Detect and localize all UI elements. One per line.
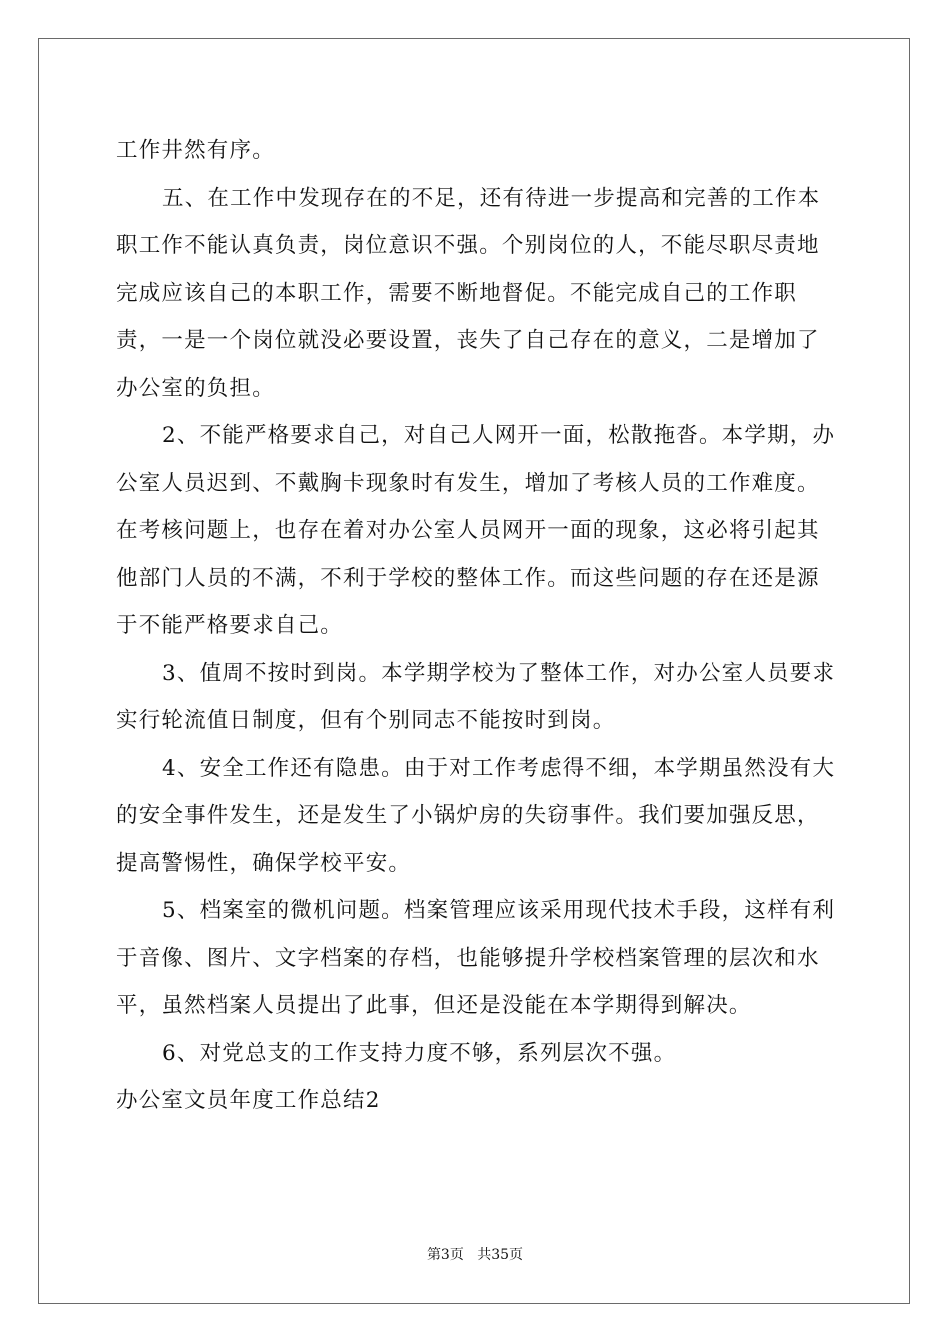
paragraph-point-4: 4、安全工作还有隐患。由于对工作考虑得不细，本学期虽然没有大的安全事件发生，还是发生了小锅炉房的失窃事件。我们要加强反思，提高警惕性，确保学校平安。 (116, 755, 836, 876)
page-number: 第3页 (426, 1247, 464, 1263)
paragraph-point-2: 2、不能严格要求自己，对自己人网开一面，松散拖沓。本学期，办公室人员迟到、不戴胸卡现象时有发生，增加了考核人员的工作难度。在考核问题上，也存在着对办公室人员网开一面的现象，这必将引起其他部门人员的不满，不利于学校的整体工作。而这些问题的存在还是源于不能严格要求自己。 (116, 423, 836, 638)
document-body (116, 127, 836, 1125)
page-footer (0, 1246, 950, 1264)
page-total: 共35页 (477, 1247, 524, 1263)
paragraph-point-3: 3、值周不按时到岗。本学期学校为了整体工作，对办公室人员要求实行轮流值日制度，但有个别同志不能按时到岗。 (116, 660, 836, 733)
paragraph-point-6: 6、对党总支的工作支持力度不够，系列层次不强。 (162, 1040, 677, 1066)
paragraph-continuation: 工作井然有序。 (116, 138, 275, 163)
section-heading: 办公室文员年度工作总结2 (116, 1088, 381, 1113)
paragraph-point-5: 5、档案室的微机问题。档案管理应该采用现代技术手段，这样有利于音像、图片、文字档案的存档，也能够提升学校档案管理的层次和水平，虽然档案人员提出了此事，但还是没能在本学期得到解决。 (116, 898, 836, 1018)
paragraph-point-five: 五、在工作中发现存在的不足，还有待进一步提高和完善的工作本职工作不能认真负责，岗位意识不强。个别岗位的人，不能尽职尽责地完成应该自己的本职工作，需要不断地督促。不能完成自己的工作职责，一是一个岗位就没必要设置，丧失了自己存在的意义，二是增加了办公室的负担。 (116, 185, 821, 401)
